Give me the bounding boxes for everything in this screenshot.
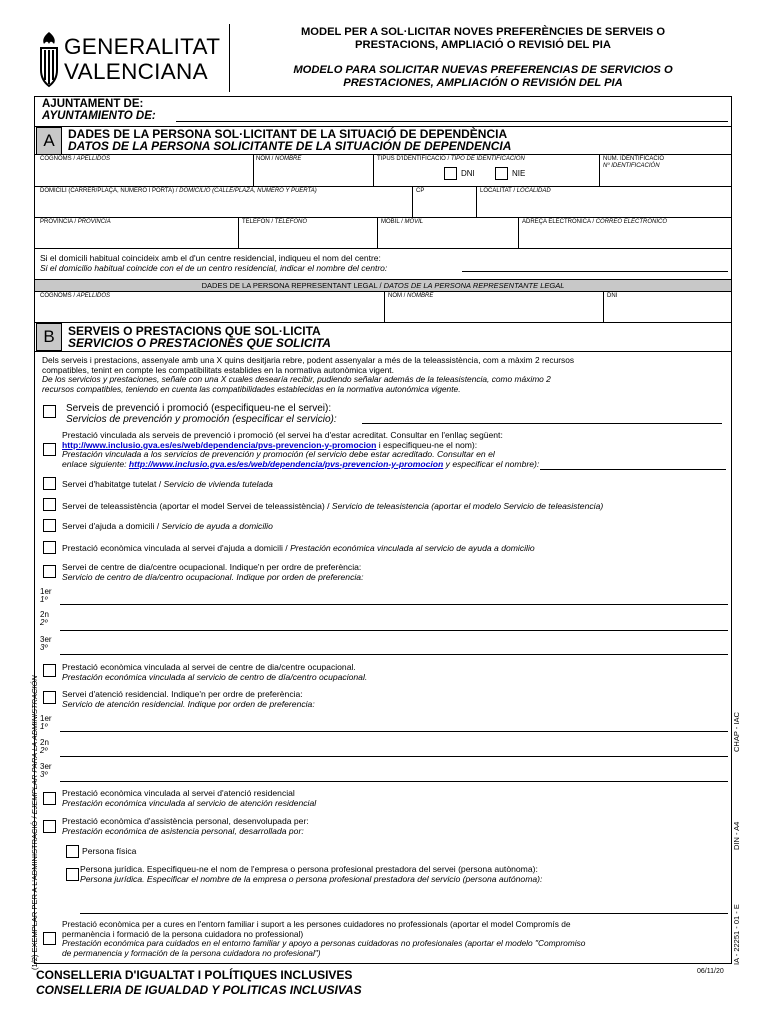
centre-dia-pref-3-input[interactable] bbox=[60, 638, 728, 655]
opt-habitatge-label: Servei d'habitatge tutelat / Servicio de vivienda tutelada bbox=[62, 479, 273, 489]
opt-cures-entorn-familiar-label: Prestació econòmica per a cures en l'entorn familiar i suport a les persones cuidadores no professionals (aportar el model Compromís de permanència i formació de la persona cuidadora no professional) Prestación económica para cuidados en el entorno familiar y apoyo a personas cuidadoras no profesionales (aportar el modelo "Compromiso de permanencia y formación de la persona cuidadora no profesional") bbox=[62, 919, 586, 958]
opt-prestacio-centre-dia-label: Prestació econòmica vinculada al servei de centre de dia/centre ocupacional. Prestación económica vinculada al servicio de centro de día/centro ocupacional. bbox=[62, 662, 368, 682]
persona-juridica-input[interactable] bbox=[80, 898, 728, 914]
opt-persona-fisica-checkbox[interactable] bbox=[66, 845, 79, 858]
opt-atencio-residencial-checkbox[interactable] bbox=[43, 691, 56, 704]
prevencio-link-va[interactable]: http://www.inclusio.gva.es/es/web/dependencia/pvs-prevencion-y-promocion bbox=[62, 439, 377, 450]
email-label: ADREÇA ELECTRÒNICA / CORREO ELECTRÓNICO bbox=[522, 219, 668, 225]
form-title bbox=[234, 26, 732, 90]
opt-centre-dia-checkbox[interactable] bbox=[43, 565, 56, 578]
opt-prestacio-residencial-checkbox[interactable] bbox=[43, 792, 56, 805]
rep-cognoms-label: COGNOMS / APELLIDOS bbox=[40, 293, 111, 299]
opt-habitatge-checkbox[interactable] bbox=[43, 477, 56, 490]
tipus-identificacio-label: TIPUS D'IDENTIFICACIÓ / TIPO DE IDENTIFICACIÓN bbox=[377, 156, 525, 162]
section-a-title-es: DATOS DE LA PERSONA SOLICITANTE DE LA SITUACIÓN DE DEPENDENCIA bbox=[68, 139, 512, 153]
num-identificacio-input[interactable] bbox=[600, 170, 730, 184]
rep-cognoms-input[interactable] bbox=[36, 300, 382, 320]
opt-atencio-residencial-label: Servei d'atenció residencial. Indique'n per ordre de preferència: Servicio de atención residencial. Indique por orden de preferencia: bbox=[62, 689, 315, 709]
opt-prevencio-checkbox[interactable] bbox=[43, 405, 56, 418]
telefon-label: TELÈFON / TELÉFONO bbox=[242, 219, 308, 225]
opt-cures-entorn-familiar-checkbox[interactable] bbox=[43, 932, 56, 945]
title-es-line2: PRESTACIONES, AMPLIACIÓN O REVISIÓN DEL PIA bbox=[343, 77, 623, 89]
section-a-title-va: DADES DE LA PERSONA SOL·LICITANT DE LA SITUACIÓ DE DEPENDÈNCIA bbox=[68, 127, 508, 141]
ajuntament-input[interactable] bbox=[176, 108, 728, 122]
side-code-2: DIN - A4 bbox=[732, 821, 741, 850]
residence-input[interactable] bbox=[462, 258, 728, 272]
cp-label: CP bbox=[416, 188, 425, 194]
logo-text-line2: VALENCIANA bbox=[64, 59, 208, 84]
domicili-label: DOMICILI (CARRER/PLAÇA, NÚMERO I PORTA) / DOMICILIO (CALLE/PLAZA, NÚMERO Y PUERTA) bbox=[40, 188, 317, 194]
opt-prestacio-ajuda-domicili-checkbox[interactable] bbox=[43, 541, 56, 554]
cp-input[interactable] bbox=[413, 196, 475, 216]
side-code-1: CHAP - IAC bbox=[732, 712, 741, 752]
section-b-intro: Dels serveis i prestacions, assenyale amb una X quins desitjaria rebre, podent assenyalar a més de la teleassistència, com a màxim 2 recursos compatibles, tenint en compte les compatibilitats establides en la normativa autonòmica vigent. De los servicios y prestaciones, señale con una X cuales desearía recibir, pudiendo señalar además de la teleasistencia, como máximo 2 recursos compatibles, teniendo en cuenta las compatibilidades establecidas en la normativa autonómica vigente. bbox=[42, 355, 575, 394]
localitat-input[interactable] bbox=[477, 196, 730, 216]
opt-prestacio-centre-dia-checkbox[interactable] bbox=[43, 664, 56, 677]
opt-prestacio-prevencio-input[interactable] bbox=[540, 458, 726, 470]
opt-prestacio-ajuda-domicili-label: Prestació econòmica vinculada al servei d'ajuda a domicili / Prestación económica vinculada al servicio de ayuda a domicilio bbox=[62, 543, 535, 553]
residencial-ord-1: 1er 1º bbox=[40, 714, 52, 731]
opt-prevencio-label: Serveis de prevenció i promoció (especifiqueu-ne el servei): Servicios de prevención y promoción (especificar el servicio): bbox=[66, 403, 337, 425]
nom-input[interactable] bbox=[254, 163, 372, 183]
residencial-pref-1-input[interactable] bbox=[60, 716, 728, 732]
section-b-letter: B bbox=[36, 323, 62, 351]
centre-dia-ord-2: 2n 2º bbox=[40, 610, 49, 627]
dni-label: DNI bbox=[461, 169, 475, 178]
email-input[interactable] bbox=[519, 227, 730, 247]
title-va-line1: MODEL PER A SOL·LICITAR NOVES PREFERÈNCIES DE SERVEIS O bbox=[300, 26, 666, 38]
nie-checkbox[interactable] bbox=[495, 167, 508, 180]
mobil-label: MÒBIL / MÓVIL bbox=[381, 219, 424, 225]
centre-dia-pref-2-input[interactable] bbox=[60, 614, 728, 631]
provincia-input[interactable] bbox=[36, 227, 236, 247]
section-a-letter: A bbox=[36, 127, 62, 155]
prevencio-link-es[interactable]: http://www.inclusio.gva.es/es/web/dependencia/pvs-prevencion-y-promocion bbox=[128, 458, 444, 469]
ajuntament-label-es: AYUNTAMIENTO DE: bbox=[42, 110, 156, 122]
provincia-label: PROVÍNCIA / PROVINCIA bbox=[40, 219, 111, 225]
side-code-3: IA - 22251 - 01 - E bbox=[732, 904, 741, 965]
mobil-input[interactable] bbox=[378, 227, 516, 247]
opt-ajuda-domicili-label: Servei d'ajuda a domicili / Servicio de ayuda a domicilio bbox=[62, 521, 273, 531]
num-identificacio-label: NÚM. IDENTIFICACIÓ Nº IDENTIFICACIÓN bbox=[603, 156, 664, 169]
telefon-input[interactable] bbox=[239, 227, 375, 247]
residence-text-va: Si el domicili habitual coincideix amb el d'un centre residencial, indiqueu el nom del centre: bbox=[40, 253, 381, 263]
opt-centre-dia-label: Servei de centre de dia/centre ocupacional. Indique'n per ordre de preferència: Servicio de centro de día/centro ocupacional. Indique por orden de preferencia: bbox=[62, 562, 364, 582]
centre-dia-ord-1: 1er 1º bbox=[40, 587, 52, 604]
cognoms-input[interactable] bbox=[36, 163, 252, 183]
opt-prestacio-residencial-label: Prestació econòmica vinculada al servei d'atenció residencial Prestación económica vinculada al servicio de atención residencial bbox=[62, 788, 317, 808]
section-b-title-va: SERVEIS O PRESTACIONS QUE SOL·LICITA bbox=[68, 324, 321, 338]
residencial-pref-2-input[interactable] bbox=[60, 740, 728, 757]
domicili-input[interactable] bbox=[36, 196, 410, 216]
opt-assistencia-personal-label: Prestació econòmica d'assistència personal, desenvolupada per: Prestación económica de asistencia personal, desarrollada por: bbox=[62, 816, 309, 836]
opt-persona-juridica-label: Persona jurídica. Especifiqueu-ne el nom de l'empresa o persona profesional prestadora del servei (persona autònoma): Persona jurídica. Especificar el nombre de la empresa o persona profesional prestadora del servicio (persona autónoma): bbox=[80, 864, 543, 884]
dni-checkbox[interactable] bbox=[444, 167, 457, 180]
ajuntament-label-va: AJUNTAMENT DE: bbox=[42, 98, 144, 110]
opt-prevencio-input[interactable] bbox=[362, 412, 722, 424]
residencial-ord-2: 2n 2º bbox=[40, 738, 49, 755]
opt-teleassistencia-label: Servei de teleassistència (aportar el model Servei de teleassistència) / Servicio de teleasistencia (aportar el modelo Servicio de teleasistencia) bbox=[62, 501, 604, 511]
residencial-ord-3: 3er 3º bbox=[40, 762, 52, 779]
header bbox=[34, 20, 732, 96]
centre-dia-pref-1-input[interactable] bbox=[60, 590, 728, 605]
nom-label: NOM / NOMBRE bbox=[256, 156, 302, 162]
section-b-title-es: SERVICIOS O PRESTACIONES QUE SOLICITA bbox=[68, 336, 331, 350]
opt-ajuda-domicili-checkbox[interactable] bbox=[43, 519, 56, 532]
nie-label: NIE bbox=[512, 169, 526, 178]
footer-org-va: CONSELLERIA D'IGUALTAT I POLÍTIQUES INCLUSIVES bbox=[36, 968, 353, 982]
localitat-label: LOCALITAT / LOCALIDAD bbox=[480, 188, 551, 194]
side-copy-label: (1/2) EXEMPLAR PER A L'ADMINISTRACIÓ / EJEMPLAR PARA LA ADMINISTRACIÓN bbox=[30, 675, 39, 970]
logo bbox=[34, 24, 230, 92]
representative-band: DADES DE LA PERSONA REPRESENTANT LEGAL / DATOS DE LA PERSONA REPRESENTANTE LEGAL bbox=[35, 280, 731, 291]
centre-dia-ord-3: 3er 3º bbox=[40, 635, 52, 652]
opt-prestacio-prevencio-checkbox[interactable] bbox=[43, 443, 56, 456]
generalitat-bat-emblem-icon bbox=[38, 30, 60, 90]
opt-assistencia-personal-checkbox[interactable] bbox=[43, 820, 56, 833]
title-es-line1: MODELO PARA SOLICITAR NUEVAS PREFERENCIAS DE SERVICIOS O bbox=[293, 64, 673, 76]
footer-org-es: CONSELLERIA DE IGUALDAD Y POLITICAS INCLUSIVAS bbox=[36, 983, 362, 997]
rep-nom-input[interactable] bbox=[385, 300, 601, 320]
cognoms-label: COGNOMS / APELLIDOS bbox=[40, 156, 111, 162]
opt-persona-fisica-label: Persona física bbox=[82, 846, 137, 856]
residence-text-es: Si el domicilio habitual coincide con el de un centro residencial, indicar el nombre del centro: bbox=[40, 263, 388, 273]
rep-nom-label: NOM / NOMBRE bbox=[388, 293, 434, 299]
opt-prestacio-prevencio-label: Prestació vinculada als serveis de prevenció i promoció (el servei ha d'estar acreditat. Consultar en l'enllaç següent: http://www.inclusio.gva.es/es/web/dependencia/pvs-prevencion-y-promocion i especifiqueu-ne el nom): Prestación vinculada a los servicios de prevención y promoción (el servicio debe estar acreditado. Consultar en el enlace siguiente: http://www.inclusio.gva.es/es/web/dependencia/pvs-prevencion-y-promocion y especificar el nombre): bbox=[62, 430, 540, 469]
rep-dni-input[interactable] bbox=[604, 300, 730, 320]
rep-dni-label: DNI bbox=[607, 293, 618, 299]
residencial-pref-3-input[interactable] bbox=[60, 765, 728, 782]
opt-teleassistencia-checkbox[interactable] bbox=[43, 498, 56, 511]
title-va-line2: PRESTACIONS, AMPLIACIÓ O REVISIÓ DEL PIA bbox=[355, 39, 611, 51]
footer-date: 06/11/20 bbox=[697, 968, 724, 975]
logo-text-line1: GENERALITAT bbox=[64, 34, 221, 59]
opt-persona-juridica-checkbox[interactable] bbox=[66, 868, 79, 881]
